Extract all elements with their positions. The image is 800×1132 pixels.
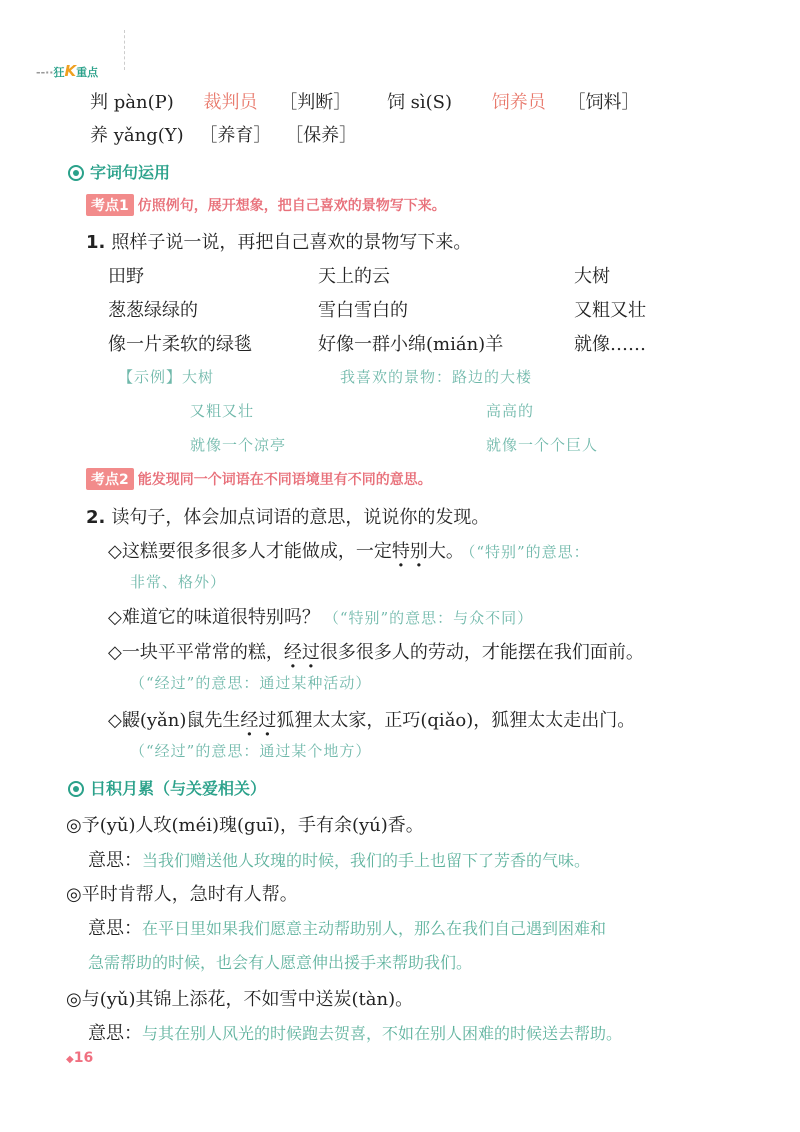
word-line-1 — [90, 88, 640, 114]
grid-cell: 就像…… — [574, 334, 646, 355]
dotted-char: 经 — [283, 642, 302, 663]
answer-text: 非常、格外） — [130, 573, 227, 591]
answer-text: （“特别”的意思： — [467, 543, 590, 561]
dotted-char: 经 — [240, 710, 259, 731]
answer-text: 高高的 — [486, 402, 535, 420]
sentence-4: ◇鼹(yǎn)鼠先生经过狐狸太太家，正巧(qiǎo)，狐狸太太走出门。 — [108, 710, 636, 731]
grid-cell: 大树 — [574, 266, 610, 287]
word-bracket-1: ［判断］ — [279, 92, 352, 113]
word-line-2 — [90, 121, 357, 147]
answer-text: 就像一个个巨人 — [486, 436, 599, 454]
char-yang: 养 yǎng(Y) — [90, 125, 184, 146]
section-header-accumulation: 日积月累（与关爱相关） — [68, 776, 266, 799]
char-si: 饲 sì(S) — [386, 92, 453, 113]
dotted-char: 别 — [409, 541, 428, 562]
meaning-3: 意思：与其在别人风光的时候跑去贺喜，不如在别人困难的时候送去帮助。 — [88, 1023, 623, 1044]
key-point-2: 考点2 能发现同一个词语在不同语境里有不同的意思。 — [86, 468, 432, 490]
char-pan: 判 pàn(P) — [90, 92, 174, 113]
section-header-usage: 字词句运用 — [68, 160, 170, 183]
answer-text: （“经过”的意思：通过某个地方） — [130, 742, 372, 760]
answer-text: 我喜欢的景物：路边的大楼 — [340, 368, 533, 386]
header-divider — [124, 30, 125, 70]
question-2: 2. 读句子，体会加点词语的意思，说说你的发现。 — [86, 507, 490, 528]
section-icon — [68, 165, 84, 181]
word-red-2: 饲养员 — [491, 92, 546, 113]
sentence-3: ◇一块平平常常的糕，经过很多很多人的劳动，才能摆在我们面前。 — [108, 642, 644, 663]
meaning-1: 意思：当我们赠送他人玫瑰的时候，我们的手上也留下了芳香的气味。 — [88, 850, 591, 871]
meaning-2: 意思：在平日里如果我们愿意主动帮助别人，那么在我们自己遇到困难和 — [88, 918, 607, 939]
sentence-1: ◇这糕要很多很多人才能做成，一定特别大。 （“特别”的意思： — [108, 541, 590, 562]
word-bracket-3: ［养育］ — [199, 125, 272, 146]
proverb-1: ◎予(yǔ)人玫(méi)瑰(guī)，手有余(yú)香。 — [66, 815, 424, 836]
word-red-1: 裁判员 — [203, 92, 258, 113]
grid-cell: 天上的云 — [318, 266, 390, 287]
section-icon — [68, 781, 84, 797]
answer-text: 【示例】大树 — [118, 368, 215, 386]
answer-text: 就像一个凉亭 — [190, 436, 287, 454]
grid-cell: 雪白雪白的 — [318, 300, 408, 321]
grid-cell: 葱葱绿绿的 — [108, 300, 198, 321]
proverb-2: ◎平时肯帮人，急时有人帮。 — [66, 884, 298, 905]
grid-cell: 田野 — [108, 266, 144, 287]
dotted-char: 特 — [391, 541, 410, 562]
dotted-char: 过 — [258, 710, 277, 731]
grid-cell: 好像一群小绵(mián)羊 — [318, 334, 504, 355]
brand-logo: --··狂K重点 — [36, 62, 99, 80]
answer-text: 又粗又壮 — [190, 402, 255, 420]
key-point-1: 考点1 仿照例句，展开想象，把自己喜欢的景物写下来。 — [86, 194, 446, 216]
answer-text: （“经过”的意思：通过某种活动） — [130, 674, 372, 692]
dotted-char: 过 — [301, 642, 320, 663]
word-bracket-2: ［饲料］ — [567, 92, 640, 113]
grid-cell: 又粗又壮 — [574, 300, 646, 321]
question-1: 1. 照样子说一说，再把自己喜欢的景物写下来。 — [86, 232, 472, 253]
proverb-3: ◎与(yǔ)其锦上添花，不如雪中送炭(tàn)。 — [66, 989, 414, 1010]
word-bracket-4: ［保养］ — [285, 125, 358, 146]
page-number: ◆16 — [66, 1050, 94, 1066]
sentence-2: ◇难道它的味道很特别吗？ （“特别”的意思：与众不同） — [108, 607, 534, 628]
answer-text: （“特别”的意思：与众不同） — [323, 609, 534, 627]
grid-cell: 像一片柔软的绿毯 — [108, 334, 252, 355]
meaning-2-cont: 急需帮助的时候，也会有人愿意伸出援手来帮助我们。 — [88, 953, 473, 972]
